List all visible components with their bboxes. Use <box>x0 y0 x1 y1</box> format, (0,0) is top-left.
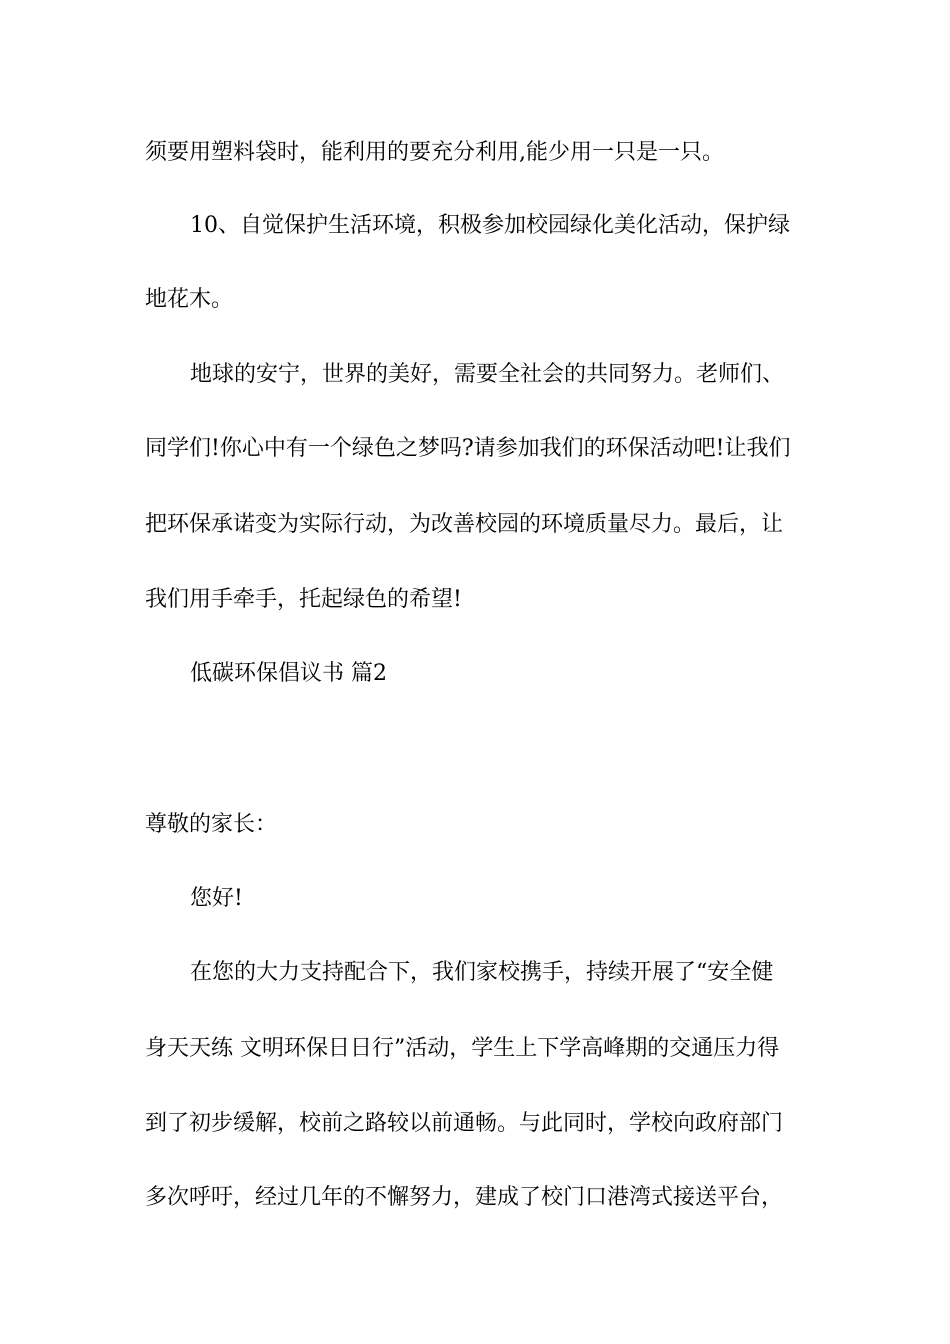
text-line: 我们用手牵手，托起绿色的希望! <box>145 587 462 612</box>
text-line: 同学们!你心中有一个绿色之梦吗?请参加我们的环保活动吧!让我们 <box>145 436 791 461</box>
text-line: 须要用塑料袋时，能利用的要充分利用,能少用一只是一只。 <box>145 140 724 165</box>
salutation: 尊敬的家长： <box>145 812 278 837</box>
text-line: 身天天练 文明环保日日行”活动，学生上下学高峰期的交通压力得 <box>145 1036 780 1061</box>
text-line: 把环保承诺变为实际行动，为改善校园的环境质量尽力。最后，让 <box>145 512 784 537</box>
text-line: 10、自觉保护生活环境，积极参加校园绿化美化活动，保护绿 <box>190 213 790 238</box>
greeting: 您好! <box>190 886 243 911</box>
text-line: 到了初步缓解，校前之路较以前通畅。与此同时，学校向政府部门 <box>145 1111 784 1136</box>
section-heading: 低碳环保倡议书 篇2 <box>190 661 387 686</box>
text-line: 地花木。 <box>145 287 234 312</box>
text-line: 地球的安宁，世界的美好，需要全社会的共同努力。老师们、 <box>190 362 785 387</box>
text-line: 在您的大力支持配合下，我们家校携手，持续开展了“安全健 <box>190 960 774 985</box>
text-line: 多次呼吁，经过几年的不懈努力，建成了校门口港湾式接送平台， <box>145 1185 784 1210</box>
